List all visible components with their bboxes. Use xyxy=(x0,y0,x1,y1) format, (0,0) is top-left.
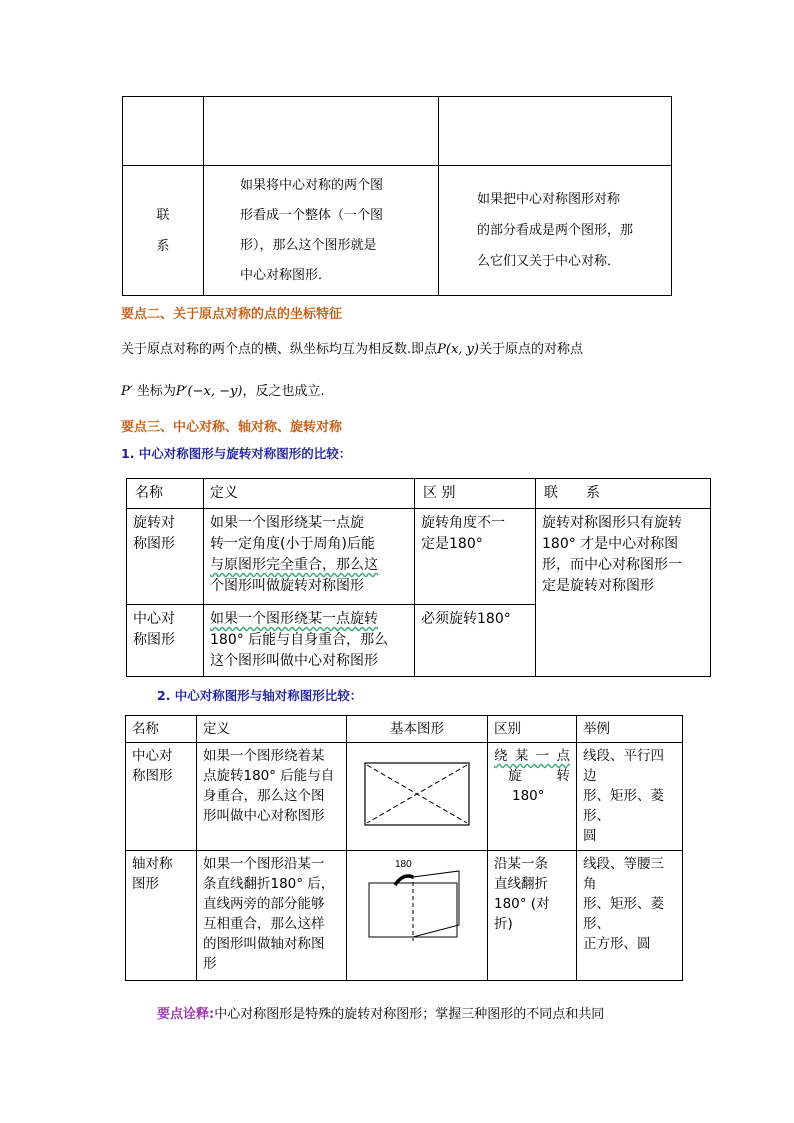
label-line: 系 xyxy=(156,238,170,254)
text-line: 180° 后能与自身重合，那么 xyxy=(210,632,389,648)
text-line: 称图形 xyxy=(133,536,175,552)
text-line: 旋转角度不一 xyxy=(421,515,505,531)
header-cell: 名称 xyxy=(126,716,197,743)
math-expression: P(x, y) xyxy=(437,342,479,357)
text-line: 形 xyxy=(203,956,217,972)
header-cell: 举例 xyxy=(577,716,683,743)
text-line: 圆 xyxy=(583,828,597,844)
header-cell: 定义 xyxy=(197,716,347,743)
text-line: 沿某一条 xyxy=(494,856,548,872)
paragraph-text: ，反之也成立. xyxy=(242,384,325,399)
central-vs-axial-table xyxy=(125,715,683,981)
text-line: 旋转对 xyxy=(133,515,175,531)
paragraph-text: 坐标为 xyxy=(136,384,176,399)
header-cell: 定义 xyxy=(204,479,415,509)
text-line: 如果一个图形绕着某 xyxy=(203,748,325,764)
text-line: 180° xyxy=(512,788,545,804)
header-cell: 名称 xyxy=(127,479,204,509)
text-line: 图形 xyxy=(132,876,159,892)
text-line: 形、矩形、菱形、 xyxy=(583,788,664,824)
definition-cell xyxy=(197,743,347,851)
text-line: 必须旋转180° xyxy=(421,611,511,627)
subsection-heading: 2. 中心对称图形与轴对称图形比较： xyxy=(157,688,363,703)
text-line: 称图形 xyxy=(133,632,175,648)
table-cell xyxy=(123,97,204,166)
axial-fold-figure xyxy=(351,855,475,947)
text-line: 直线两旁的部分能够 xyxy=(203,896,325,912)
text-line: 形，而中心对称图形一 xyxy=(542,557,682,573)
table-cell xyxy=(204,166,439,296)
table-cell xyxy=(439,166,672,296)
example-cell xyxy=(577,851,683,981)
text-line: 线段、平行四边 xyxy=(583,748,664,784)
header-cell: 区别 xyxy=(488,716,577,743)
table-cell xyxy=(439,97,672,166)
text-line: 条直线翻折180° 后， xyxy=(203,876,335,892)
paragraph-line xyxy=(121,338,583,357)
header-cell: 基本图形 xyxy=(347,716,488,743)
key-point-note xyxy=(157,1003,604,1022)
subsection-heading: 1. 中心对称图形与旋转对称图形的比较： xyxy=(121,446,352,461)
text-line: 的图形叫做轴对称图 xyxy=(203,936,325,952)
text-line: 定是旋转对称图形 xyxy=(542,578,654,594)
central-symmetry-rectangle-figure xyxy=(363,761,471,827)
difference-cell xyxy=(488,851,577,981)
text-line: 形叫做中心对称图形 xyxy=(203,808,325,824)
text-line: 180° 才是中心对称图 xyxy=(542,536,679,552)
difference-cell xyxy=(488,743,577,851)
underlined-text: 绕 某 一 点 xyxy=(494,748,570,764)
difference-cell xyxy=(415,605,536,677)
text-line: 身重合，那么这个图 xyxy=(203,788,325,804)
text-line: 如果一个图形沿某一 xyxy=(203,856,325,872)
text-line: 如果把中心对称图形对称 xyxy=(477,192,621,207)
definition-cell xyxy=(197,851,347,981)
header-cell: 区 别 xyxy=(415,479,536,509)
definition-cell xyxy=(204,605,415,677)
text-line: 中心对 xyxy=(132,748,173,764)
text-line: 旋转对称图形只有旋转 xyxy=(542,515,682,531)
text-line: 直线翻折 xyxy=(494,876,548,892)
rotation-vs-central-table xyxy=(126,478,711,677)
note-label: 要点诠释: xyxy=(157,1007,215,1022)
note-text: 中心对称图形是特殊的旋转对称图形；掌握三种图形的不同点和共同 xyxy=(214,1007,605,1022)
text-line xyxy=(494,746,570,766)
text-line: 中心对称图形． xyxy=(240,267,332,283)
text-line xyxy=(210,555,408,576)
underlined-text: 如果一个图形绕某一点旋转 xyxy=(210,611,378,627)
name-cell xyxy=(127,509,204,605)
section-heading: 要点三、中心对称、轴对称、旋转对称 xyxy=(121,420,343,435)
text-line: 么它们又关于中心对称． xyxy=(477,254,621,269)
paragraph-text: 关于原点对称的两个点的横、纵坐标均互为相反数.即点 xyxy=(121,342,438,357)
comparison-table-continued xyxy=(122,96,672,296)
section-heading: 要点二、关于原点对称的点的坐标特征 xyxy=(121,307,343,322)
math-expression: P′ xyxy=(121,384,133,399)
header-cell: 联 系 xyxy=(536,479,711,509)
difference-cell xyxy=(415,509,536,605)
text-line: 形），那么这个图形就是 xyxy=(240,237,377,253)
figure-label: 180 xyxy=(395,859,412,870)
text-line: 点旋转180° 后能与自 xyxy=(203,768,335,784)
relation-label-cell xyxy=(123,166,204,296)
definition-cell xyxy=(204,509,415,605)
figure-cell xyxy=(347,743,488,851)
relation-cell xyxy=(536,509,711,677)
text-line: 轴对称 xyxy=(132,856,173,872)
underlined-text: 与原图形完全重合，那么这 xyxy=(210,557,378,573)
name-cell xyxy=(126,743,197,851)
text-line: 折) xyxy=(494,916,513,932)
label-line: 联 xyxy=(156,207,170,223)
text-line: 定是180° xyxy=(421,536,483,552)
text-line: 180° (对 xyxy=(494,896,550,912)
text-line xyxy=(210,609,408,630)
figure-cell xyxy=(347,851,488,981)
name-cell xyxy=(126,851,197,981)
text-line: 如果将中心对称的两个图 xyxy=(240,177,384,193)
text-line: 如果一个图形绕某一点旋 xyxy=(210,515,364,531)
text-line: 个图形叫做旋转对称图形 xyxy=(210,578,364,594)
text-line: 形看成一个整体（一个图 xyxy=(240,207,384,223)
name-cell xyxy=(127,605,204,677)
paragraph-text: 关于原点的对称点 xyxy=(478,342,583,357)
text-line: 这个图形叫做中心对称图形 xyxy=(210,653,378,669)
table-cell xyxy=(204,97,439,166)
text-line: 称图形 xyxy=(132,768,173,784)
text-line: 中心对 xyxy=(133,611,175,627)
text-line: 旋 转 xyxy=(508,768,570,784)
example-cell xyxy=(577,743,683,851)
text-line: 正方形、圆 xyxy=(583,936,651,952)
math-expression: P′(−x, −y) xyxy=(175,384,243,399)
paragraph-line xyxy=(121,380,325,399)
text-line: 形、矩形、菱形、 xyxy=(583,896,664,932)
text-line: 线段、等腰三角 xyxy=(583,856,664,892)
text-line: 的部分看成是两个图形，那 xyxy=(477,223,634,238)
text-line: 转一定角度(小于周角)后能 xyxy=(210,536,375,552)
text-line: 互相重合，那么这样 xyxy=(203,916,325,932)
